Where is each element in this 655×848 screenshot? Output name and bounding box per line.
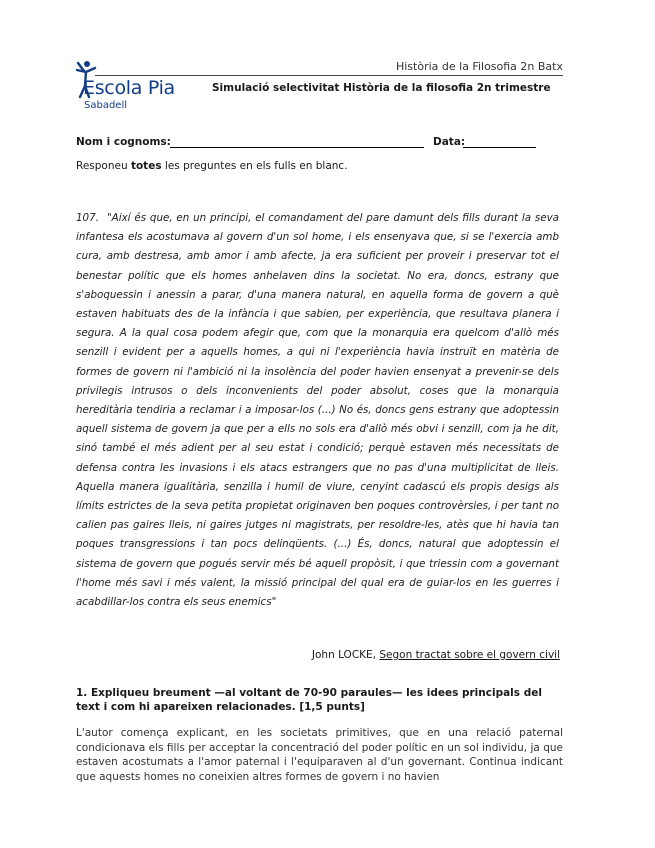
instructions-emphasis: totes (130, 160, 162, 172)
text-number: 107. (76, 212, 99, 224)
attribution (312, 649, 560, 661)
school-logo-name: Escola Pia (83, 77, 175, 99)
date-field[interactable] (463, 147, 536, 148)
instructions (76, 160, 348, 172)
quote-body: "Així és que, en un principi, el comandament del pare damunt dels fills durant la seva infantesa els acostumava al govern d'un sol home, i els ensenyava que, si se l'exercia amb cura, amb destresa, amb amor i amb afecte, ja era suficient per proveir i preservar tot el benestar polític que els homes anhelaven dins la societat. No era, doncs, estrany que s'aboquessin i anessin a parar, d'una manera natural, en aquella forma de govern a què estaven habituats des de la infància i que sabien, per experiència, que resultava planera i segura. A la qual cosa podem afegir que, com que la monarquia era quelcom d'allò més senzill i evident per a aquells homes, a qui ni l'experiència havia instruït en matèria de formes de govern ni l'ambició ni la insolència del poder havien ensenyat a prevenir-se dels privilegis intrusos o dels inconvenients del poder absolut, coses que la monarquia hereditària tendiria a reclamar i a imposar-los (...) No és, doncs gens estrany que adoptessin aquell sistema de govern ja que per a ells no sols era d'allò més obvi i senzill, com ja he dit, sinó també el més adient per al seu estat i condició; perquè estaven més necessitats de defensa contra les invasions i els atacs estrangers que no pas d'una multiplicitat de lleis. Aquella manera igualitària, senzilla i humil de viure, cenyint cadascú els propis desigs als límits estrictes de la seva petita propietat originaven ben poques controvèrsies, i per tant no calien pas gaires lleis, ni gaires jutges ni magistrats, per resoldre-les, atès que hi havia tan poques transgressions i tan pocs delinqüents. (...) És, doncs, natural que adoptessin el sistema de govern que pogués servir més bé aquell propòsit, i que triessin com a governant l'home més savi i més valent, la missió principal del qual era de guiar-los en les guerres i acabdillar-los contra els seus enemics" (76, 212, 559, 609)
school-logo-location: Sabadell (84, 100, 128, 111)
source-text (76, 209, 559, 612)
name-label: Nom i cognoms: (76, 136, 171, 148)
school-logo (74, 59, 174, 111)
work-title: Segon tractat sobre el govern civil (379, 649, 560, 661)
question-1-answer: L'autor comença explicant, en les societats primitives, que en una relació paternal condicionava els fills per acceptar la concentració del poder polític en un sol individu, ja que estaven acostumats a l'amor paternal i l'equiparaven al d'un governant. Continua indicant que aquests homes no coneixien altres formes de govern i no havien (76, 727, 563, 783)
instructions-suffix: les preguntes en els fulls en blanc. (161, 160, 348, 172)
date-label: Data: (433, 136, 466, 148)
name-field[interactable] (170, 147, 424, 148)
author-name: John LOCKE, (311, 649, 377, 661)
course-name: Història de la Filosofia 2n Batx (395, 60, 563, 73)
question-1-prompt: 1. Expliqueu breument —al voltant de 70-90 paraules— les idees principals del text i com hi apareixen relacionades. [1,5 punts] (76, 687, 542, 713)
document-title: Simulació selectivitat Història de la filosofia 2n trimestre (212, 82, 551, 94)
student-info-row (76, 136, 556, 150)
instructions-prefix: Responeu (76, 160, 131, 172)
